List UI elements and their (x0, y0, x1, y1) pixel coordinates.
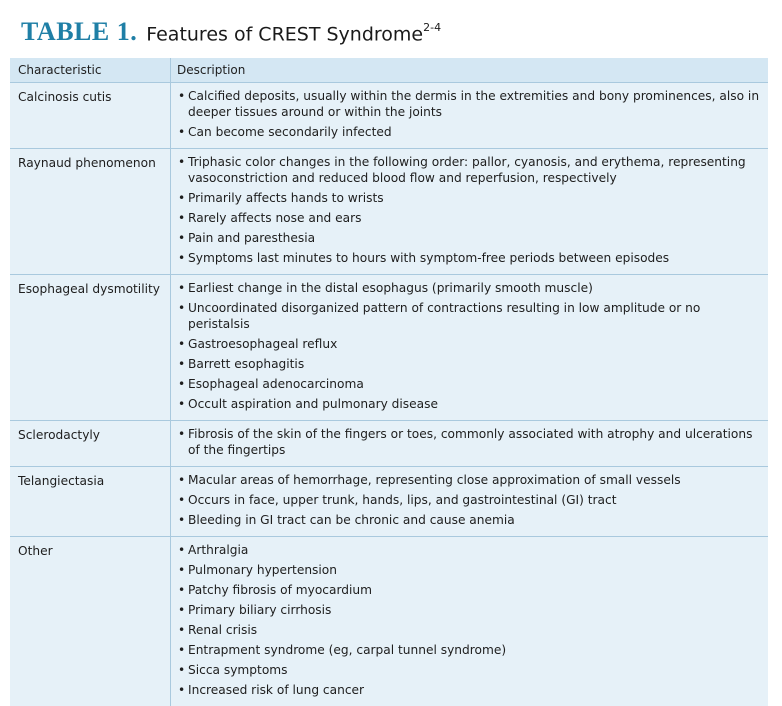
header-characteristic: Characteristic (10, 58, 171, 82)
description-cell (171, 421, 768, 466)
list-item: • Pain and paresthesia (177, 230, 760, 246)
list-item: • Earliest change in the distal esophagus (primarily smooth muscle) (177, 280, 760, 296)
list-item: • Barrett esophagitis (177, 356, 760, 372)
list-item: • Renal crisis (177, 622, 760, 638)
list-item: • Fibrosis of the skin of the fingers or toes, commonly associated with atrophy and ulcerations of the fingertips (177, 426, 760, 458)
list-item: • Occurs in face, upper trunk, hands, lips, and gastrointestinal (GI) tract (177, 492, 760, 508)
description-list (177, 154, 760, 266)
list-item: • Triphasic color changes in the following order: pallor, cyanosis, and erythema, representing vasoconstriction and reduced blood flow and reperfusion, respectively (177, 154, 760, 186)
list-item: • Entrapment syndrome (eg, carpal tunnel syndrome) (177, 642, 760, 658)
list-item: • Occult aspiration and pulmonary disease (177, 396, 760, 412)
list-item: • Sicca symptoms (177, 662, 760, 678)
table-title-row (21, 17, 441, 47)
list-item: • Symptoms last minutes to hours with symptom-free periods between episodes (177, 250, 760, 266)
list-item: • Esophageal adenocarcinoma (177, 376, 760, 392)
list-item: • Primary biliary cirrhosis (177, 602, 760, 618)
table-title-text: Features of CREST Syndrome (146, 23, 424, 45)
description-cell (171, 149, 768, 274)
description-list (177, 542, 760, 698)
characteristic-cell: Sclerodactyly (10, 421, 171, 466)
table-title (146, 20, 442, 45)
characteristic-cell: Calcinosis cutis (10, 83, 171, 148)
characteristic-cell: Raynaud phenomenon (10, 149, 171, 274)
list-item: • Rarely affects nose and ears (177, 210, 760, 226)
table-row (10, 537, 768, 706)
list-item: • Uncoordinated disorganized pattern of contractions resulting in low amplitude or no peristalsis (177, 300, 760, 332)
list-item: • Can become secondarily infected (177, 124, 760, 140)
description-list (177, 472, 760, 528)
table-row (10, 467, 768, 537)
description-cell (171, 537, 768, 706)
list-item: • Arthralgia (177, 542, 760, 558)
description-list (177, 280, 760, 412)
crest-features-table (10, 58, 768, 706)
header-description: Description (177, 63, 246, 77)
list-item: • Macular areas of hemorrhage, representing close approximation of small vessels (177, 472, 760, 488)
table-body (10, 83, 768, 706)
table-number-label: TABLE 1. (21, 17, 138, 46)
list-item: • Bleeding in GI tract can be chronic and cause anemia (177, 512, 760, 528)
description-cell (171, 467, 768, 536)
list-item: • Patchy fibrosis of myocardium (177, 582, 760, 598)
characteristic-cell: Telangiectasia (10, 467, 171, 536)
description-list (177, 426, 760, 458)
table-row (10, 275, 768, 421)
list-item: • Increased risk of lung cancer (177, 682, 760, 698)
table-row (10, 83, 768, 149)
description-cell (171, 275, 768, 420)
table-row (10, 149, 768, 275)
table-row (10, 421, 768, 467)
characteristic-cell: Esophageal dysmotility (10, 275, 171, 420)
description-cell (171, 83, 768, 148)
description-list (177, 88, 760, 140)
list-item: • Primarily affects hands to wrists (177, 190, 760, 206)
list-item: • Calcified deposits, usually within the dermis in the extremities and bony prominences, also in deeper tissues around or within the joints (177, 88, 760, 120)
table-header-row (10, 58, 768, 83)
list-item: • Gastroesophageal reflux (177, 336, 760, 352)
characteristic-cell: Other (10, 537, 171, 706)
reference-superscript: 2-4 (423, 20, 442, 34)
list-item: • Pulmonary hypertension (177, 562, 760, 578)
